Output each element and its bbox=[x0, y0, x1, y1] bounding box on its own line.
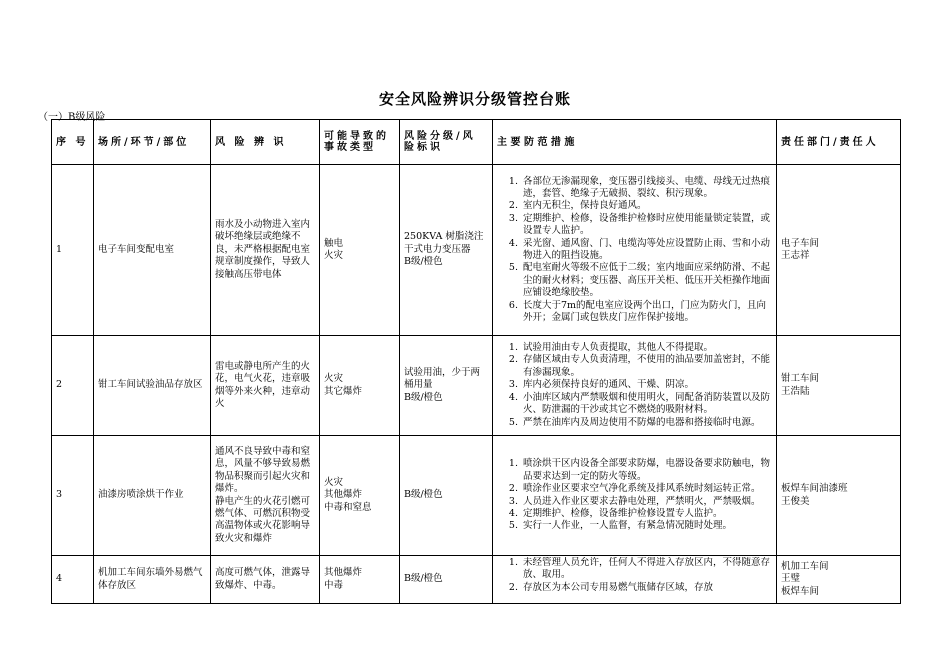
cell-accident-text: 其他爆炸 bbox=[324, 489, 363, 501]
cell-risk-text: 雷电或静电所产生的火花，电气火花，违章吸烟等外来火种，违章动火 bbox=[215, 360, 311, 409]
cell-accident-text: 中毒和窒息 bbox=[324, 501, 372, 513]
cell-level bbox=[400, 165, 493, 336]
cell-level-text: 250KVA 树脂浇注干式电力变压器 bbox=[404, 231, 484, 255]
cell-owner bbox=[777, 165, 901, 336]
cell-owner-text: 王俊美 bbox=[781, 495, 810, 507]
measure-item: 4. 定期维护、检修，设备维护检修设置专人监护。 bbox=[521, 508, 772, 520]
measure-item: 5. 实行一人作业，一人监督，有紧急情况随时处理。 bbox=[521, 520, 772, 532]
measures-list bbox=[497, 342, 772, 429]
measure-item: 4. 采光窗、通风窗、门、电缆沟等处应设置防止雨、雪和小动物进入的阻挡设施。 bbox=[521, 238, 772, 263]
cell-accident-text: 火灾 bbox=[324, 250, 344, 261]
measure-item: 3. 人员进入作业区要求去静电处理，严禁明火，严禁吸烟。 bbox=[521, 496, 772, 508]
header-place: 场所/环节/部位 bbox=[94, 120, 211, 165]
cell-level bbox=[400, 436, 493, 556]
table-header-row bbox=[52, 120, 901, 165]
cell-measures bbox=[493, 336, 777, 436]
cell-owner-text: 王志祥 bbox=[781, 250, 810, 261]
measure-item: 3. 定期维护、检修，设备维护检修时应使用能量锁定装置，或设置专人监护。 bbox=[521, 213, 772, 238]
header-risk: 风 险 辨 识 bbox=[211, 120, 320, 165]
measure-item: 1. 喷涂烘干区内设备全部要求防爆，电器设备要求防触电，物品要求达到一定的防火等级。 bbox=[521, 458, 772, 483]
cell-owner-text: 钳工车间 bbox=[781, 373, 820, 385]
cell-risk bbox=[211, 336, 320, 436]
measure-item: 1. 试验用油由专人负责提取，其他人不得提取。 bbox=[521, 342, 772, 354]
cell-accident-text: 火灾 bbox=[324, 476, 344, 488]
cell-risk bbox=[211, 165, 320, 336]
table-row bbox=[52, 165, 901, 336]
cell-owner-text: 板焊车间油漆班 bbox=[781, 483, 848, 495]
cell-place bbox=[94, 556, 211, 604]
cell-level bbox=[400, 556, 493, 604]
measure-item: 5. 配电室耐火等级不应低于二级；室内地面应采纳防滑、不起尘的耐火材料；变压器、高压开关柜、低压开关柜操作地面应铺设绝缘胶垫。 bbox=[521, 262, 772, 299]
cell-owner-text: 板焊车间 bbox=[781, 585, 820, 597]
table-row bbox=[52, 336, 901, 436]
cell-risk-text: 雨水及小动物进入室内破坏绝缘层或绝缘不良，未严格根据配电室规章制度操作，导致人接触高压带电体 bbox=[215, 218, 311, 280]
cell-level-text: B级/橙色 bbox=[404, 391, 443, 403]
header-no: 序 号 bbox=[52, 120, 94, 165]
cell-place bbox=[94, 165, 211, 336]
header-level: 风险分级/风险标识 bbox=[400, 120, 493, 165]
cell-level-text: B级/橙色 bbox=[404, 573, 443, 585]
cell-level-text: B级/橙色 bbox=[404, 489, 443, 501]
cell-measures bbox=[493, 436, 777, 556]
measure-item: 2. 喷涂作业区要求空气净化系统及排风系统时刻运转正常。 bbox=[521, 483, 772, 495]
measure-item: 1. 各部位无渗漏现象，变压器引线接头、电缆、母线无过热痕迹，套管、绝缘子无破损、裂纹、积污现象。 bbox=[521, 176, 772, 201]
cell-no-text: 4 bbox=[56, 573, 63, 585]
measure-item: 4. 小油库区域内严禁吸烟和使用明火，同配备消防装置以及防火、防泄漏的干沙或其它不燃烧的吸附材料。 bbox=[521, 392, 772, 417]
header-owner: 责任部门/责任人 bbox=[777, 120, 901, 165]
section-label: （一）B级风险 bbox=[38, 112, 106, 123]
header-accident: 可能导致的事故类型 bbox=[320, 120, 400, 165]
cell-owner bbox=[777, 556, 901, 604]
cell-risk-text: 通风不良导致中毒和窒息，风量不够导致易燃物品积聚而引起火灾和爆炸。 bbox=[215, 445, 311, 495]
cell-accident bbox=[320, 436, 400, 556]
cell-place bbox=[94, 336, 211, 436]
measure-item: 2. 存放区为本公司专用易燃气瓶储存区域，存放 bbox=[521, 582, 772, 594]
cell-accident-text: 中毒 bbox=[324, 579, 344, 591]
cell-place bbox=[94, 436, 211, 556]
measures-list bbox=[497, 458, 772, 532]
measure-item: 1. 未经管理人员允许，任何人不得进入存放区内，不得随意存放、取用。 bbox=[521, 557, 772, 582]
measure-item: 6. 长度大于7m的配电室应设两个出口，门应为防火门，且向外开；金属门或包铁皮门应作保护接地。 bbox=[521, 300, 772, 325]
cell-no bbox=[52, 556, 94, 604]
cell-owner-text: 电子车间 bbox=[781, 237, 820, 249]
cell-place-text: 钳工车间试验油品存放区 bbox=[98, 379, 203, 391]
document-title: 安全风险辨识分级管控台账 bbox=[378, 90, 571, 108]
cell-no-text: 3 bbox=[56, 489, 63, 501]
cell-accident bbox=[320, 165, 400, 336]
cell-risk bbox=[211, 436, 320, 556]
cell-measures bbox=[493, 556, 777, 604]
cell-accident-text: 火灾 bbox=[324, 373, 344, 385]
cell-accident bbox=[320, 336, 400, 436]
measures-list bbox=[497, 557, 772, 602]
measure-item: 2. 存储区域由专人负责清理，不使用的油品要加盖密封，不能有渗漏现象。 bbox=[521, 354, 772, 379]
header-measures: 主 要 防 范 措 施 bbox=[493, 120, 777, 165]
cell-measures bbox=[493, 165, 777, 336]
cell-owner-text: 王璧 bbox=[781, 573, 801, 585]
measure-item: 2. 室内无积尘，保持良好通风。 bbox=[521, 200, 772, 212]
cell-place-text: 电子车间变配电室 bbox=[98, 243, 175, 255]
cell-level-text: B级/橙色 bbox=[404, 256, 443, 268]
cell-accident-text: 触电 bbox=[324, 237, 344, 249]
table-row bbox=[52, 556, 901, 604]
measure-item: 5. 严禁在油库内及周边使用不防爆的电器和搭接临时电源。 bbox=[521, 417, 772, 429]
table-body bbox=[52, 165, 901, 604]
cell-place-text: 油漆房喷涂烘干作业 bbox=[98, 489, 184, 501]
cell-no-text: 1 bbox=[56, 243, 63, 255]
measure-item: 3. 库内必须保持良好的通风、干燥、阴凉。 bbox=[521, 379, 772, 391]
cell-owner-text: 机加工车间 bbox=[781, 560, 829, 572]
table-row bbox=[52, 436, 901, 556]
cell-risk-text: 静电产生的火花引燃可燃气体、可燃沉积物受高温物体或火花影响导致火灾和爆炸 bbox=[215, 495, 311, 544]
cell-owner-text: 王浩陆 bbox=[781, 385, 810, 397]
cell-level bbox=[400, 336, 493, 436]
cell-accident-text: 其它爆炸 bbox=[324, 385, 363, 397]
cell-no bbox=[52, 336, 94, 436]
cell-owner bbox=[777, 436, 901, 556]
cell-accident-text: 其他爆炸 bbox=[324, 567, 363, 579]
cell-owner bbox=[777, 336, 901, 436]
cell-accident bbox=[320, 556, 400, 604]
cell-no bbox=[52, 165, 94, 336]
cell-no-text: 2 bbox=[56, 379, 63, 391]
measures-list bbox=[497, 176, 772, 325]
cell-place-text: 机加工车间东墙外易燃气体存放区 bbox=[98, 567, 203, 591]
cell-level-text: 试验用油，少于两桶用量 bbox=[404, 366, 481, 391]
cell-risk-text: 高度可燃气体，泄露导致爆炸、中毒。 bbox=[215, 567, 311, 591]
cell-risk bbox=[211, 556, 320, 604]
risk-ledger-table bbox=[51, 119, 901, 604]
cell-no bbox=[52, 436, 94, 556]
